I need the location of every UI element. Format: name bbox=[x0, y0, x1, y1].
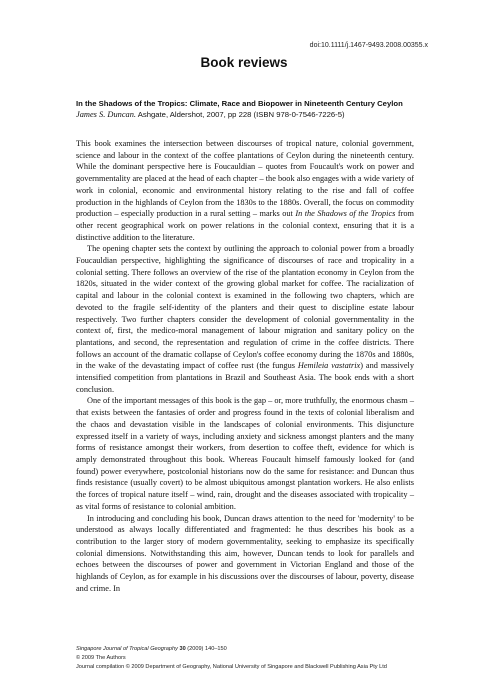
paragraph-1 bbox=[76, 138, 414, 243]
paragraph-1-italic: In the Shadows of the Tropics bbox=[295, 209, 396, 219]
paragraph-4: In introducing and concluding his book, Duncan draws attention to the need for 'modernity' to be understood as always locally differentiated and fragmented: he thus describes his book as a contribution to the larger story of modern governmentality, seeking to emphasize its specifically colonial dimensions. Notwithstanding this aim, however, Duncan tends to look for parallels and echoes between the discourses of power and government in Victorian England and those of the highlands of Ceylon, as for example in his discussions over the discourses of labour, poverty, disease and crime. In bbox=[76, 513, 414, 593]
paragraph-1-text-a: This book examines the intersection between discourses of tropical nature, colonial government, science and labour in the context of the coffee plantations of Ceylon during the nineteenth century. While the dominant perspective here is Foucauldian – quotes from Foucault's work on power and governmentality are placed at the head of each chapter – the book also engages with a wide variety of work in colonial, economic and environmental history relating to the rise and fall of coffee production in the highlands of Ceylon from the 1830s to the 1880s. Overall, the focus on commodity production – especially production in a rural setting – marks out bbox=[76, 139, 414, 219]
page-footer bbox=[76, 645, 456, 672]
section-title: Book reviews bbox=[200, 55, 288, 70]
footer-journal-name: Singapore Journal of Tropical Geography bbox=[76, 646, 178, 652]
review-body bbox=[76, 138, 414, 594]
book-publication: Ashgate, Aldershot, 2007, pp 228 (ISBN 978-0-7546-7226-5) bbox=[137, 110, 345, 119]
book-citation bbox=[76, 98, 414, 120]
paragraph-2-text-b: ) and massively intensified competition from plantations in Brazil and Southeast Asia. The book ends with a short conclusion. bbox=[76, 361, 415, 394]
footer-compilation: Journal compilation © 2009 Department of Geography, National University of Singapore and Blackwell Publishing Asia Pty Ltd bbox=[76, 664, 387, 670]
paragraph-2-text-a: The opening chapter sets the context by outlining the approach to colonial power from a broadly Foucauldian perspective, highlighting the significance of discourses of race and tropicality in a colonial setting. There follows an overview of the rise of the plantation economy in Ceylon from the 1820s, situated in the wider context of the growing global market for coffee. The racialization of capital and labour in the colonial context is examined in the following two chapters, which are devoted to the fragile self-identity of the planters and their quest to discipline estate labour respectively. Two further chapters consider the development of colonial governmentality in the context of, first, the medico-moral management of labour migration and sanitary policy on the plantations, and second, the representation and regulation of crime in the coffee districts. There follows an account of the dramatic collapse of Ceylon's coffee economy during the 1870s and 1880s, in the wake of the devastating impact of coffee rust (the fungus bbox=[76, 244, 414, 371]
footer-journal-line bbox=[76, 645, 456, 654]
footer-copyright: © 2009 The Authors bbox=[76, 655, 126, 661]
paragraph-2-italic: Hemileia vastatrix bbox=[297, 361, 361, 371]
doi: doi:10.1111/j.1467-9493.2008.00355.x bbox=[309, 42, 428, 49]
book-title: In the Shadows of the Tropics: Climate, Race and Biopower in Nineteenth Century Ceylon bbox=[76, 99, 403, 108]
paragraph-3: One of the important messages of this book is the gap – or, more truthfully, the enormous chasm – that exists between the fantasies of order and progress found in the texts of colonial liberalism and the chaos and devastation visible in the landscapes of colonial environments. This disjuncture expressed itself in a variety of ways, including anxiety and sickness amongst planters and the many forms of resistance amongst their workers, from desertion to coffee theft, evidence for which is amply demonstrated throughout this book. Whereas Foucault himself famously looked for (and found) power everywhere, postcolonial historians now do the same for resistance: and Duncan thus finds resistance (usually covert) to be almost ubiquitous amongst plantation workers. He also enlists the forces of tropical nature itself – wind, rain, drought and the diseases associated with tropicality – as vital forms of resistance to colonial ambition. bbox=[76, 396, 414, 511]
footer-volume: 30 bbox=[179, 646, 186, 652]
footer-issue-pages: (2009) 140–150 bbox=[187, 646, 227, 652]
paragraph-2 bbox=[76, 243, 414, 395]
book-author: James S. Duncan. bbox=[76, 110, 137, 119]
paragraph-1-text-b: from other recent geographical work on power relations in the colonial context, ensuring that it is a distinctive addition to the literature. bbox=[76, 209, 415, 242]
